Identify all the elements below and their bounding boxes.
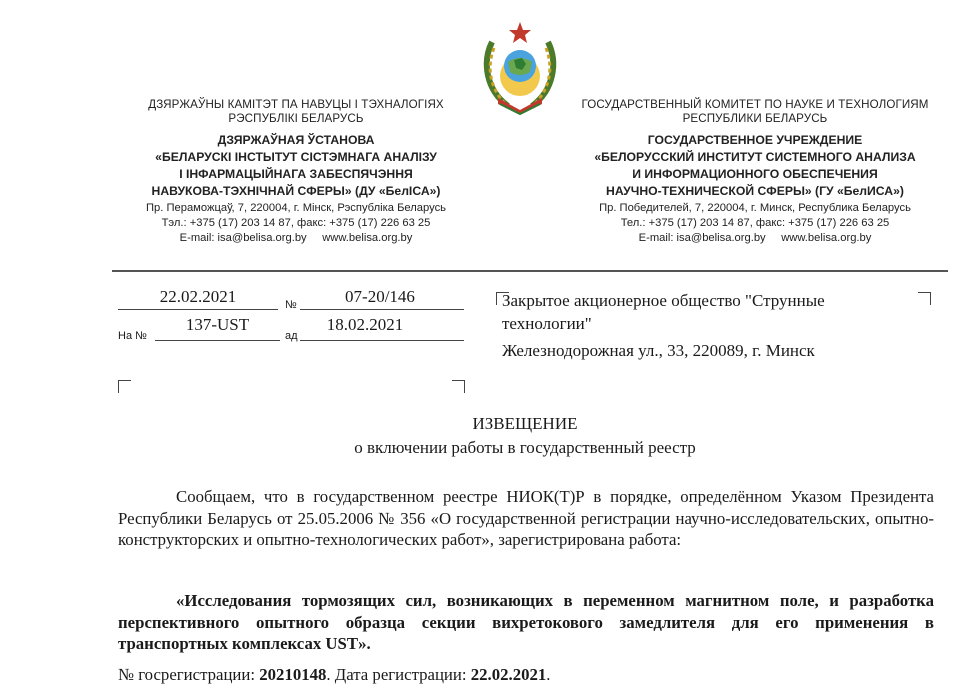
institution-line: НАВУКОВА-ТЭХНІЧНАЙ СФЕРЫ» (ДУ «БелІСА») xyxy=(151,184,441,198)
committee-name-ru-1: ГОСУДАРСТВЕННЫЙ КОМИТЕТ ПО НАУКЕ И ТЕХНОЛОГИЯМ xyxy=(581,98,929,111)
work-title: «Исследования тормозящих сил, возникающих в переменном магнитном поле, и разработка перспективного опытного образца секции вихретокового замедлителя для его применения в транспортных комплексах UST». xyxy=(118,591,934,653)
email-web-be: E-mail: isa@belisa.org.by www.belisa.org.by xyxy=(179,232,413,244)
state-emblem-icon xyxy=(478,18,562,116)
committee-name-ru-2: РЕСПУБЛИКИ БЕЛАРУСЬ xyxy=(682,112,828,125)
outgoing-date: 22.02.2021 xyxy=(159,287,237,306)
incoming-date-line xyxy=(300,340,464,341)
recipient-line-2: технологии" xyxy=(502,313,592,333)
header-right xyxy=(566,98,944,245)
recipient-line-1: Закрытое акционерное общество "Струнные xyxy=(502,291,825,310)
registration-number: 20210148 xyxy=(259,665,327,684)
phones-ru: Тел.: +375 (17) 203 14 87, факс: +375 (17) 226 63 25 xyxy=(620,217,890,229)
institution-line: НАУЧНО-ТЕХНИЧЕСКОЙ СФЕРЫ» (ГУ «БелИСА») xyxy=(606,184,904,198)
institution-line: І ІНФАРМАЦЫЙНАГА ЗАБЕСПЯЧЭННЯ xyxy=(179,167,413,181)
notice-paragraph: Сообщаем, что в государственном реестре НИОК(Т)Р в порядке, определённом Указом Президента Республики Беларусь от 25.05.2006 № 356 «О государственной регистрации научно-исследовательских, опытно-конструкторских и опытно-технологических работ», зарегистрирована работа: xyxy=(118,487,934,549)
outgoing-date-line xyxy=(118,309,278,310)
outgoing-number-line xyxy=(300,309,464,310)
registration-end: . xyxy=(546,665,551,684)
recipient-line-3: Железнодорожная ул., 33, 220089, г. Минск xyxy=(502,341,815,360)
subject-bracket-left xyxy=(118,380,131,393)
incoming-number: 137-UST xyxy=(185,315,250,334)
incoming-number-line xyxy=(155,340,280,341)
subject-bracket-right xyxy=(452,380,465,393)
registration-line xyxy=(118,664,934,686)
committee-name-be-2: РЭСПУБЛІКІ БЕЛАРУСЬ xyxy=(228,112,364,125)
committee-name-be-1: ДЗЯРЖАЎНЫ КАМІТЭТ ПА НАВУЦЫ І ТЭХНАЛОГІЯХ xyxy=(148,98,444,111)
notice-title: ИЗВЕЩЕНИЕ xyxy=(472,414,578,433)
recipient-block xyxy=(502,290,922,363)
institution-line: ГОСУДАРСТВЕННОЕ УЧРЕЖДЕНИЕ xyxy=(647,133,863,147)
outgoing-number: 07-20/146 xyxy=(345,287,415,306)
registration-label: № госрегистрации: xyxy=(118,665,260,684)
institution-line: И ИНФОРМАЦИОННОГО ОБЕСПЕЧЕНИЯ xyxy=(632,167,878,181)
incoming-date-label: ад xyxy=(285,330,298,342)
institution-name-be xyxy=(110,132,482,200)
institution-line: «БЕЛОРУССКИЙ ИНСТИТУТ СИСТЕМНОГО АНАЛИЗА xyxy=(594,150,916,164)
outgoing-number-label: № xyxy=(285,299,297,311)
registration-date: 22.02.2021 xyxy=(470,665,547,684)
email-web-ru: E-mail: isa@belisa.org.by www.belisa.org.by xyxy=(638,232,872,244)
incoming-number-label: На № xyxy=(118,330,147,342)
address-ru: Пр. Победителей, 7, 220004, г. Минск, Республика Беларусь xyxy=(599,202,911,214)
institution-line: ДЗЯРЖАЎНАЯ ЎСТАНОВА xyxy=(217,133,375,147)
phones-be: Тэл.: +375 (17) 203 14 87, факс: +375 (17) 226 63 25 xyxy=(161,217,431,229)
registration-separator: . Дата регистрации: xyxy=(326,665,471,684)
header-left xyxy=(110,98,482,245)
address-be: Пр. Пераможцаў, 7, 220004, г. Мінск, Рэспубліка Беларусь xyxy=(146,202,446,214)
notice-subtitle: о включении работы в государственный реестр xyxy=(354,438,696,457)
incoming-date: 18.02.2021 xyxy=(326,315,404,334)
institution-name-ru xyxy=(566,132,944,200)
header-divider xyxy=(112,270,948,272)
institution-line: «БЕЛАРУСКІ ІНСТЫТУТ СІСТЭМНАГА АНАЛІЗУ xyxy=(155,150,437,164)
